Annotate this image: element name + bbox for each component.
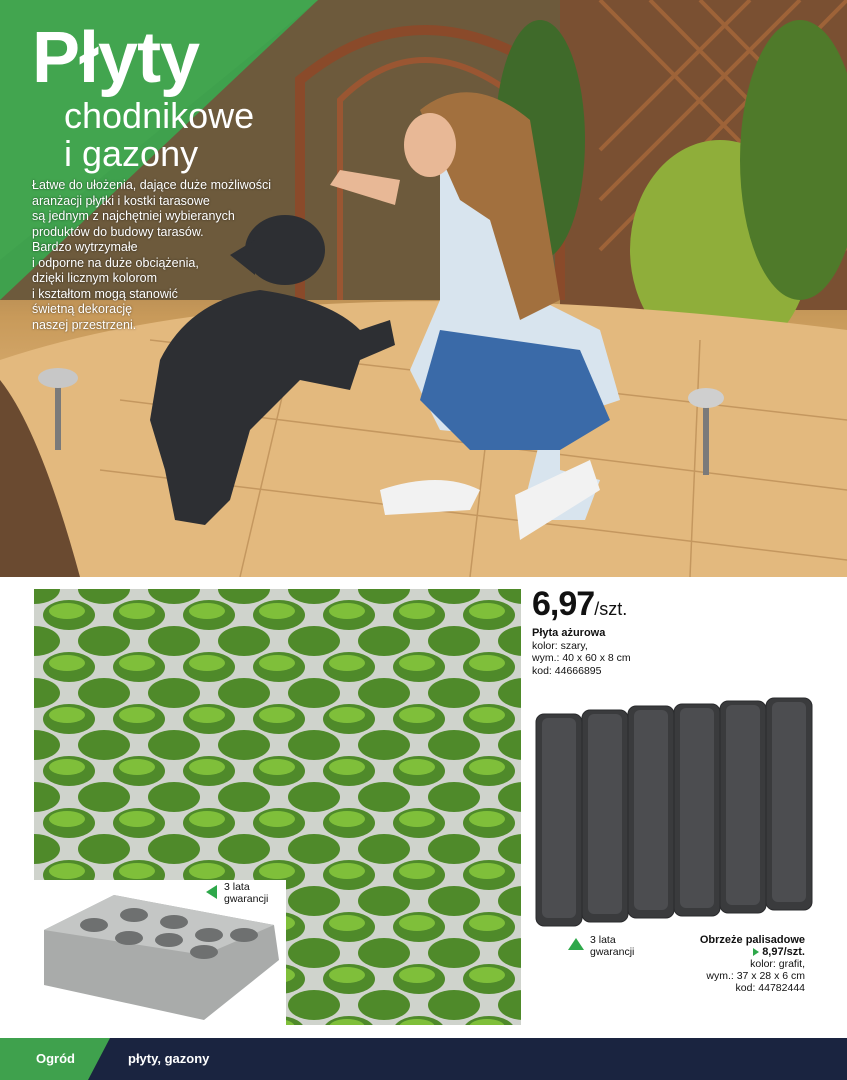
- palisade-product-image: [534, 696, 814, 928]
- intro-line: naszej przestrzeni.: [32, 317, 137, 332]
- page-subtitle-line2: i gazony: [64, 133, 199, 174]
- intro-line: i odporne na duże obciążenia,: [32, 255, 199, 270]
- warranty-label: gwarancji: [224, 893, 269, 905]
- intro-line: Łatwe do ułożenia, dające duże możliwości: [32, 178, 272, 192]
- product1-price: [532, 585, 627, 624]
- intro-line: produktów do budowy tarasów.: [32, 224, 204, 239]
- product2-code: kod: 44782444: [735, 982, 805, 994]
- price-value: 6,97: [532, 585, 595, 623]
- warranty-years: 3 lata: [590, 934, 616, 946]
- warranty-arrow-icon: [206, 885, 217, 899]
- warranty-years: 3 lata: [224, 881, 250, 893]
- product1-details: [532, 627, 631, 677]
- intro-line: dzięki licznym kolorom: [32, 271, 158, 285]
- product1-name: Płyta ażurowa: [532, 627, 606, 639]
- product1-color: kolor: szary,: [532, 639, 588, 652]
- product2-price: 8,97/szt.: [700, 946, 805, 958]
- intro-line: aranżacji płytki i kostki tarasowe: [32, 193, 210, 208]
- warranty-label: gwarancji: [590, 946, 635, 958]
- product1-dims: wym.: 40 x 60 x 8 cm: [532, 652, 631, 664]
- page-footer: [0, 1038, 847, 1080]
- product2-name: Obrzeże palisadowe: [699, 934, 805, 946]
- product2-details: [700, 934, 805, 994]
- page-subtitle-line1: chodnikowe: [64, 95, 255, 136]
- intro-line: świetną dekorację: [32, 302, 133, 316]
- warranty-arrow-icon: [568, 938, 584, 950]
- footer-section-label: Ogród: [36, 1051, 75, 1066]
- product2-color: kolor: grafit,: [750, 958, 805, 970]
- intro-line: i kształtom mogą stanowić: [32, 286, 178, 301]
- warranty-badge-palisade: [568, 934, 634, 958]
- intro-line: są jednym z najchętniej wybieranych: [32, 209, 235, 223]
- intro-line: Bardzo wytrzymałe: [32, 240, 138, 254]
- footer-page-title: płyty, gazony: [128, 1051, 210, 1066]
- page-title: Płyty: [32, 18, 200, 98]
- intro-text: [32, 178, 322, 333]
- price-unit: /szt.: [594, 599, 628, 619]
- palisade-blocks: [534, 696, 814, 928]
- warranty-badge-paver: [206, 881, 268, 905]
- product2-dims: wym.: 37 x 28 x 6 cm: [706, 970, 805, 982]
- product1-code: kod: 44666895: [532, 664, 602, 677]
